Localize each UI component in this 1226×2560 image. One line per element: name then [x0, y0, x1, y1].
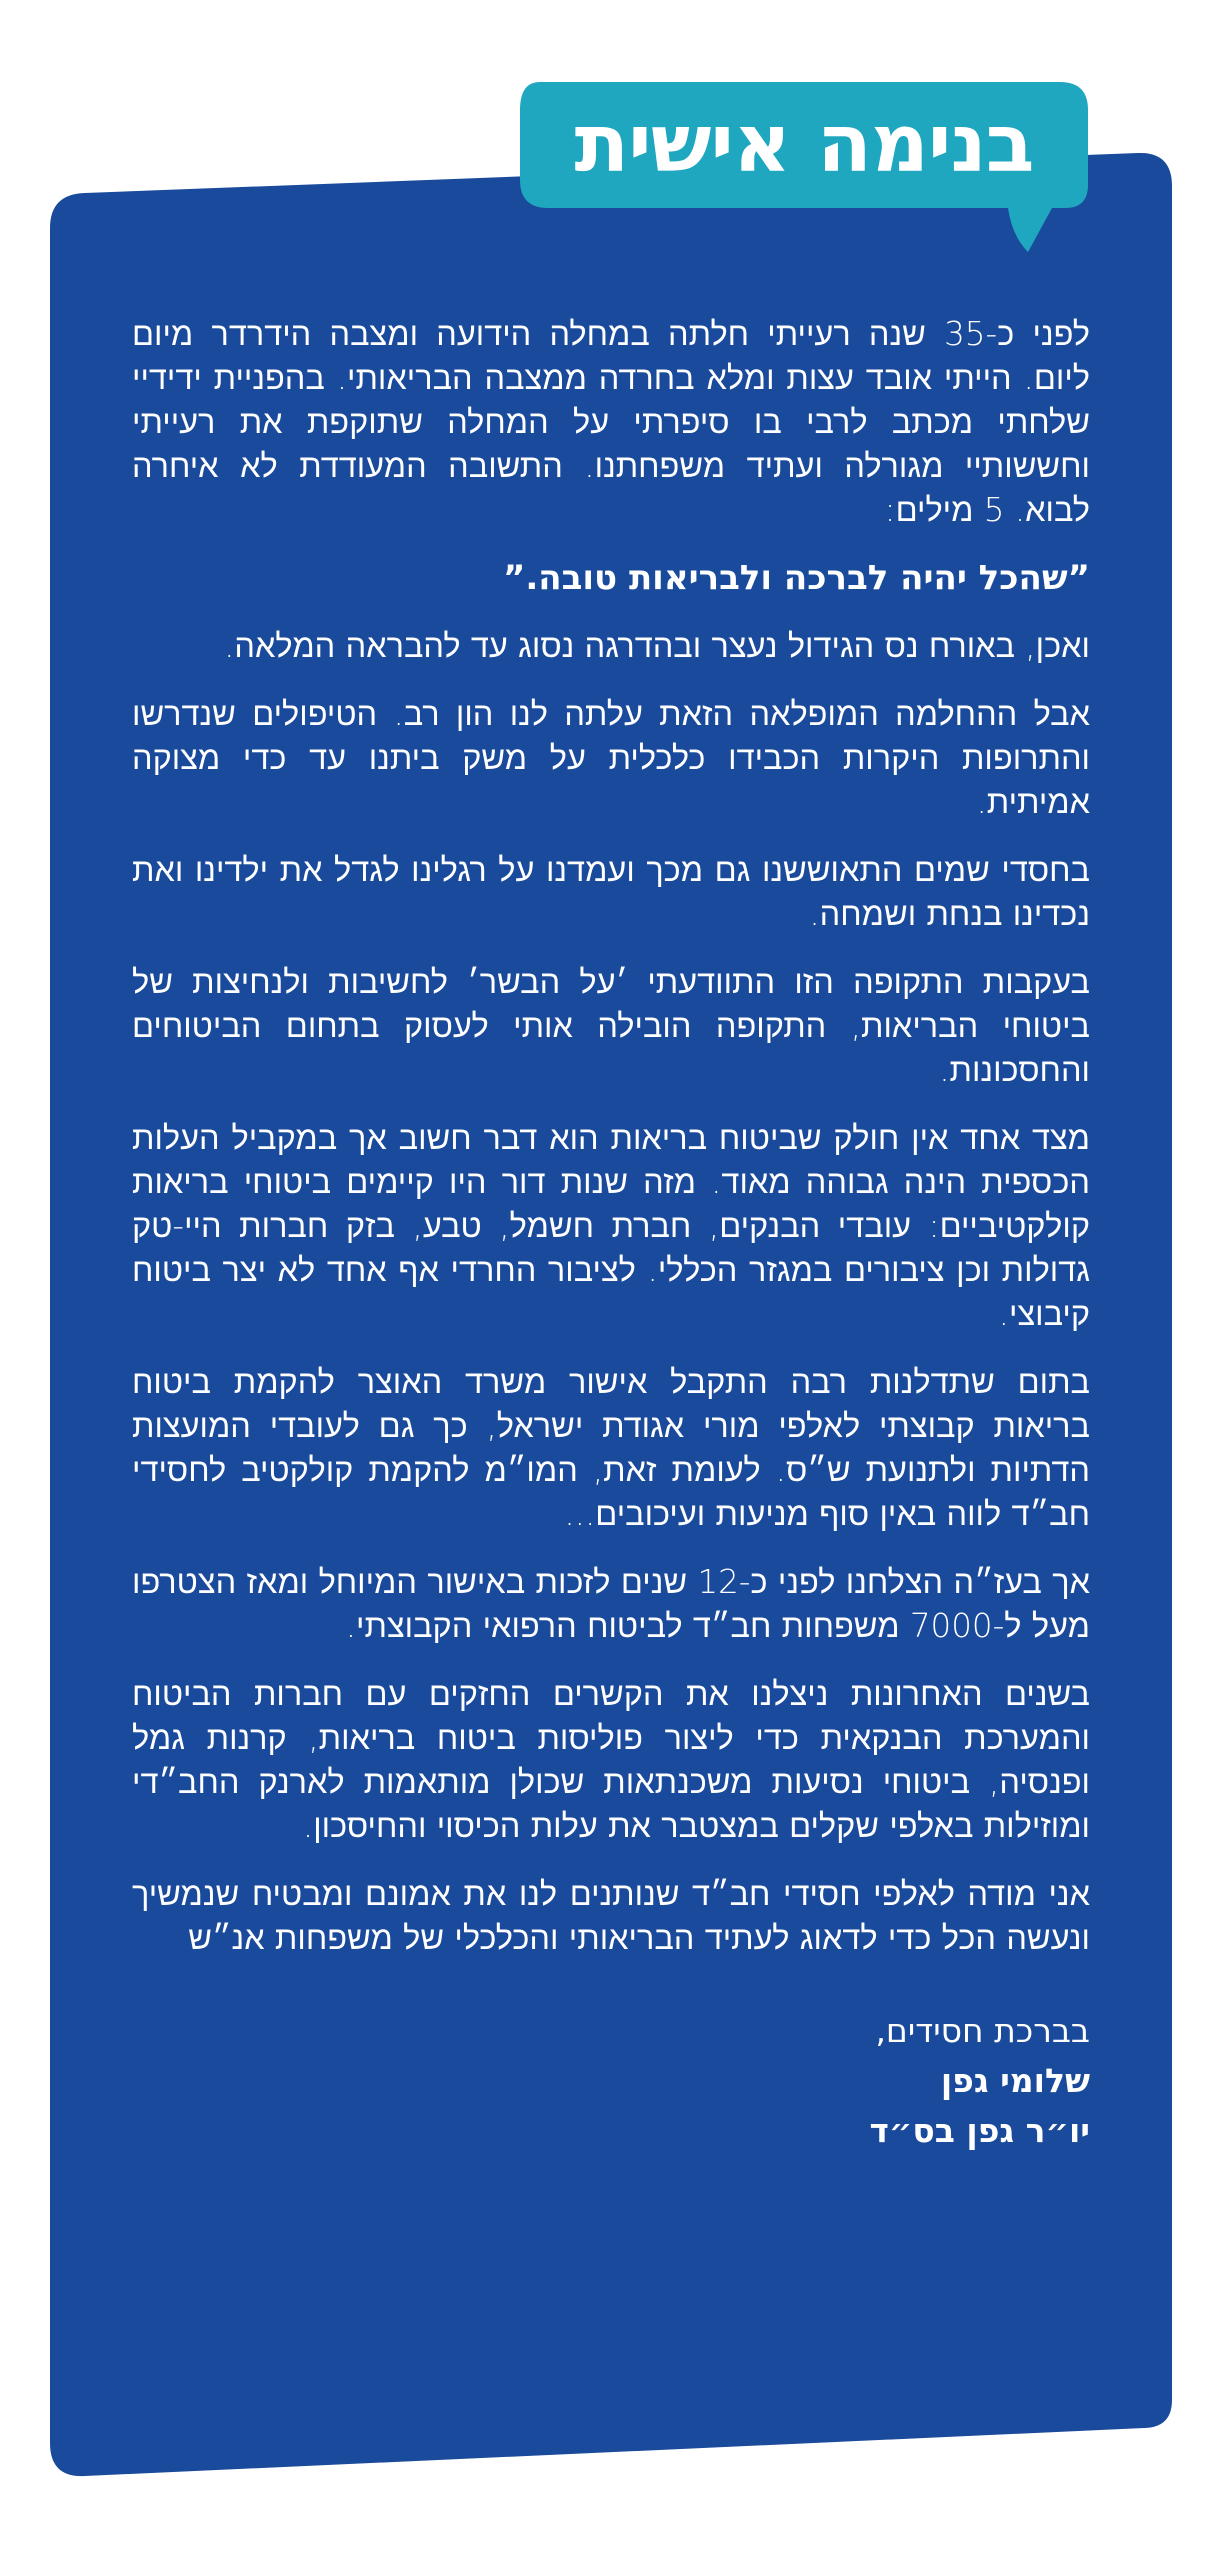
header-title: בנימה אישית — [574, 96, 1034, 190]
paragraph: בחסדי שמים התאוששנו גם מכך ועמדנו על רגלינו לגדל את ילדינו ואת נכדינו בנחת ושמחה. — [132, 851, 1090, 933]
signoff-role: יו״ר גפן בס״ד — [869, 2111, 1090, 2150]
paragraph: אני מודה לאלפי חסידי חב״ד שנותנים לנו את אמונם ומבטיח שנמשיך ונעשה הכל כדי לדאוג לעתיד הבריאותי והכלכלי של משפחות אנ״ש — [132, 1875, 1090, 1957]
signoff-name: שלומי גפן — [940, 2061, 1090, 2100]
article-body — [132, 312, 1090, 2156]
paragraph: אך בעז״ה הצלחנו לפני כ-12 שנים לזכות באישור המיוחל ומאז הצטרפו מעל ל-7000 משפחות חב״ד לביטוח הרפואי הקבוצתי. — [132, 1563, 1090, 1645]
paragraph: לפני כ-35 שנה רעייתי חלתה במחלה הידועה ומצבה הידרדר מיום ליום. הייתי אובד עצות ומלא בחרדה ממצבה הבריאותי. בהפניית ידידיי שלחתי מכתב לרבי בו סיפרתי על המחלה שתוקפת את רעייתי וחששותיי מגורלה ועתיד משפחתנו. התשובה המעודדת לא איחרה לבוא. 5 מילים: — [132, 315, 1090, 529]
quote-paragraph: ”שהכל יהיה לברכה ולבריאות טובה.” — [502, 558, 1090, 598]
signoff — [132, 2006, 1090, 2156]
paragraph: בתום שתדלנות רבה התקבל אישור משרד האוצר להקמת ביטוח בריאות קבוצתי לאלפי מורי אגודת ישראל, כך גם לעובדי המועצות הדתיות ולתנועת ש״ס. לעומת זאת, המו״מ להקמת קולקטיב לחסידי חב״ד לווה באין סוף מניעות ועיכובים... — [132, 1363, 1090, 1533]
signoff-greeting: בברכת חסידים, — [875, 2011, 1090, 2050]
paragraph: מצד אחד אין חולק שביטוח בריאות הוא דבר חשוב אך במקביל העלות הכספית הינה גבוהה מאוד. מזה שנות דור היו קיימים ביטוחי בריאות קולקטיביים: עובדי הבנקים, חברת חשמל, טבע, בזק חברות היי-טק גדולות וכן ציבורים במגזר הכללי. לציבור החרדי אף אחד לא יצר ביטוח קיבוצי. — [132, 1119, 1090, 1333]
paragraph: בעקבות התקופה הזו התוודעתי ׳על הבשר׳ לחשיבות ולנחיצות של ביטוחי הבריאות, התקופה הובילה אותי לעסוק בתחום הביטוחים והחסכונות. — [132, 963, 1090, 1089]
paragraph: בשנים האחרונות ניצלנו את הקשרים החזקים עם חברות הביטוח והמערכת הבנקאית כדי ליצור פוליסות ביטוח בריאות, קרנות גמל ופנסיה, ביטוחי נסיעות משכנתאות שכולן מותאמות לארנק החב״די ומוזילות באלפי שקלים במצטבר את עלות הכיסוי והחיסכון. — [132, 1675, 1090, 1845]
paragraph: אבל ההחלמה המופלאה הזאת עלתה לנו הון רב. הטיפולים שנדרשו והתרופות היקרות הכבידו כלכלית על משק ביתנו עד כדי מצוקה אמיתית. — [132, 695, 1090, 821]
paragraph: ואכן, באורח נס הגידול נעצר ובהדרגה נסוג עד להבראה המלאה. — [224, 627, 1090, 665]
